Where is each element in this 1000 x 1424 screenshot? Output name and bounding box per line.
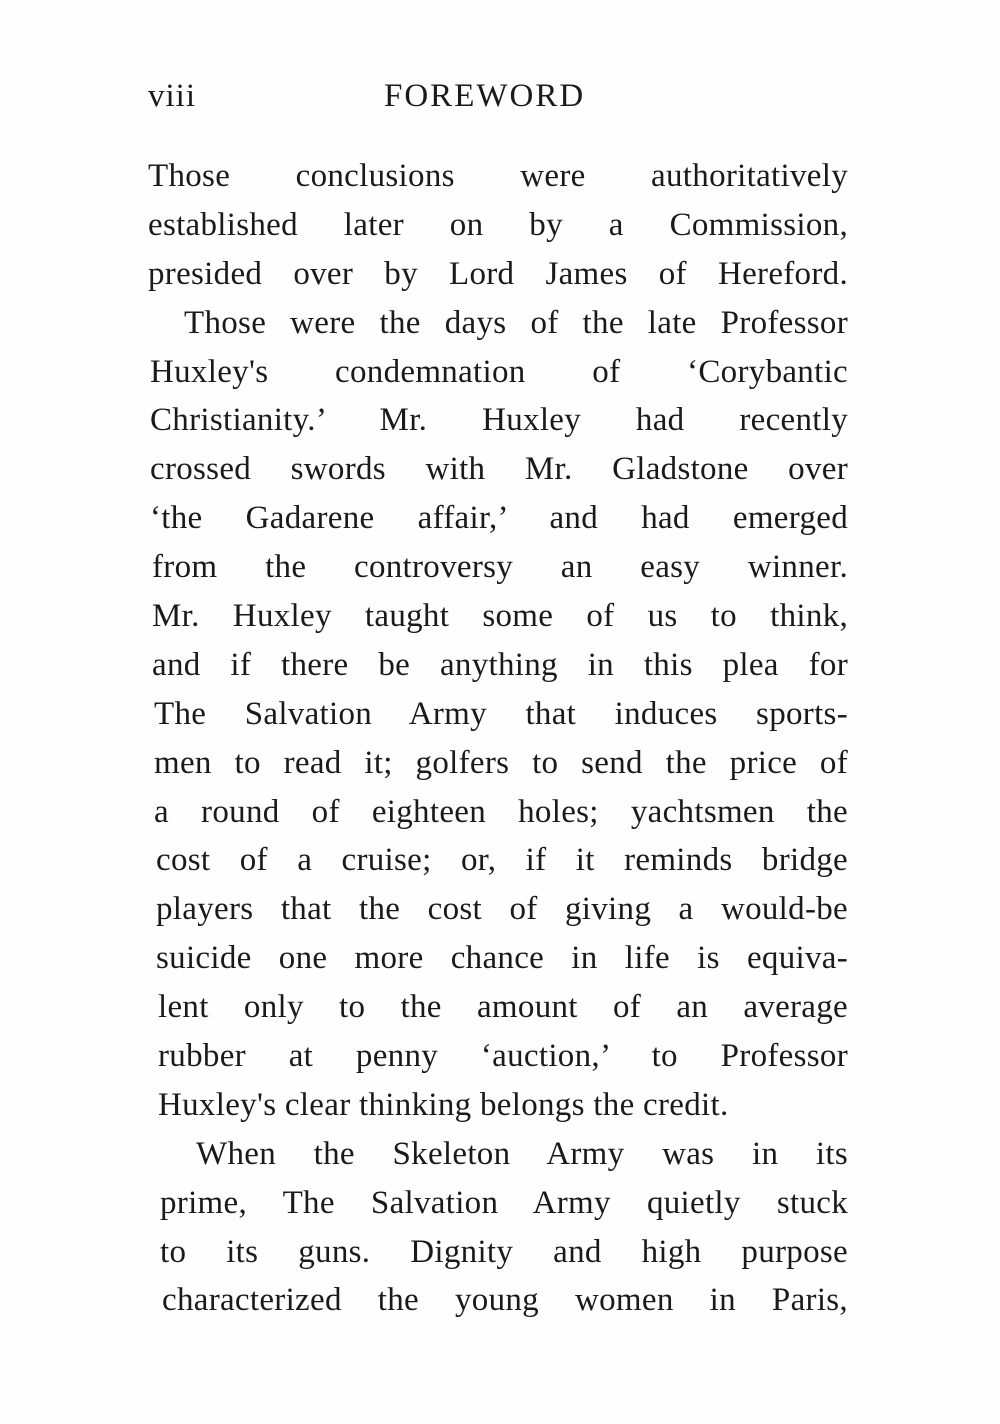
text-line: men to read it; golfers to send the price of: [154, 744, 848, 781]
text-line: crossed swords with Mr. Gladstone over: [150, 451, 848, 488]
text-line: Mr. Huxley taught some of us to think,: [152, 598, 848, 635]
text-line: Christianity.’ Mr. Huxley had recently: [150, 402, 848, 439]
text-line: established later on by a Commission,: [148, 206, 848, 243]
text-line: from the controversy an easy winner.: [152, 549, 848, 586]
running-head: [148, 78, 848, 124]
paragraph-start-line: When the Skeleton Army was in its: [196, 1135, 848, 1172]
text-line: players that the cost of giving a would-be: [156, 891, 848, 928]
running-title: FOREWORD: [384, 78, 586, 114]
text-line: The Salvation Army that induces sports-: [154, 695, 848, 732]
body-text: [148, 152, 848, 1325]
text-line: lent only to the amount of an average: [158, 989, 848, 1026]
text-line: a round of eighteen holes; yachtsmen the: [154, 793, 848, 830]
text-line: and if there be anything in this plea for: [152, 646, 848, 683]
text-line: Those conclusions were authoritatively: [148, 158, 848, 194]
text-line: to its guns. Dignity and high purpose: [160, 1233, 848, 1270]
text-line: characterized the young women in Paris,: [162, 1282, 848, 1319]
text-line: prime, The Salvation Army quietly stuck: [160, 1184, 848, 1221]
paragraph-end-line: Huxley's clear thinking belongs the credit.: [158, 1086, 729, 1123]
text-line: ‘the Gadarene affair,’ and had emerged: [150, 500, 848, 537]
text-line: presided over by Lord James of Hereford.: [148, 255, 848, 292]
page-number: viii: [148, 78, 197, 114]
text-line: rubber at penny ‘auction,’ to Professor: [158, 1038, 848, 1075]
text-line: cost of a cruise; or, if it reminds bridge: [156, 842, 848, 879]
text-line: Huxley's condemnation of ‘Corybantic: [150, 353, 848, 390]
text-line: suicide one more chance in life is equiva-: [156, 940, 848, 977]
paragraph-start-line: Those were the days of the late Professor: [184, 304, 848, 341]
